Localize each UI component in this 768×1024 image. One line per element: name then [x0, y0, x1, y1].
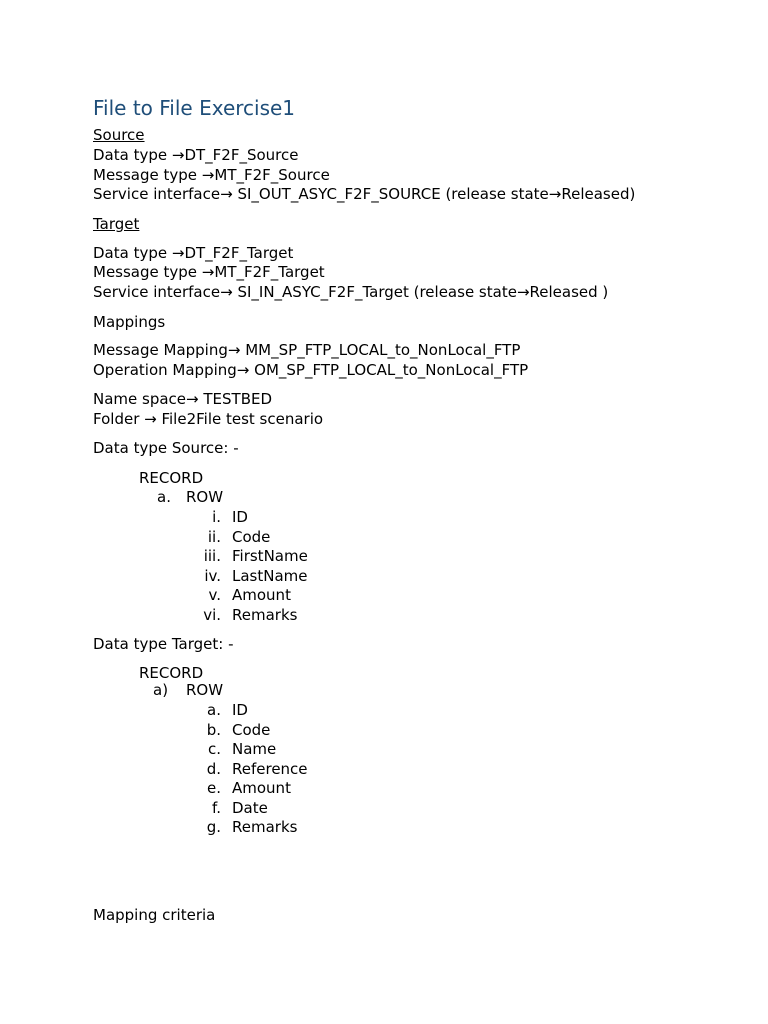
dt-target-heading: Data type Target: - — [93, 635, 234, 653]
label: Name space — [93, 390, 187, 408]
dt-source-row-marker: a. — [157, 488, 171, 506]
label: Message Mapping — [93, 341, 228, 359]
value: DT_F2F_Source — [184, 146, 299, 164]
dt-target-field-name: Amount — [232, 779, 291, 797]
dt-target-field-marker: b. — [206, 720, 221, 739]
arrow-icon: → — [236, 361, 250, 379]
dt-source-field-name: ID — [232, 508, 248, 526]
source-data-type — [93, 146, 298, 165]
message-mapping — [93, 341, 520, 360]
mapping-criteria: Mapping criteria — [93, 906, 216, 924]
arrow-icon: → — [171, 244, 185, 262]
value: SI_OUT_ASYC_F2F_SOURCE (release state — [232, 185, 549, 203]
target-message-type — [93, 263, 325, 282]
dt-source-row: ROW — [186, 488, 224, 506]
dt-source-field-marker: i. — [212, 508, 221, 526]
dt-source-record: RECORD — [139, 469, 204, 487]
arrow-icon: → — [201, 263, 215, 281]
mappings-heading: Mappings — [93, 313, 166, 331]
value: TESTBED — [198, 390, 273, 408]
label: Folder — [93, 410, 145, 428]
dt-target-field-marker: a. — [207, 701, 221, 719]
dt-target-field-marker: d. — [206, 759, 221, 778]
release-state: Released) — [561, 185, 636, 203]
label: Message type — [93, 166, 202, 184]
arrow-icon: → — [186, 390, 199, 408]
folder-line — [93, 410, 323, 429]
label: Data type — [93, 244, 172, 262]
arrow-icon: → — [220, 283, 233, 301]
source-message-type — [93, 166, 330, 185]
release-state: Released ) — [529, 283, 609, 301]
value: File2File test scenario — [156, 410, 324, 428]
dt-source-field-name: Remarks — [232, 606, 298, 624]
dt-target-field-name: Code — [232, 720, 271, 739]
namespace-line — [93, 390, 272, 409]
label: Message type — [93, 263, 202, 281]
dt-target-field-name: Date — [232, 798, 268, 817]
value: MT_F2F_Source — [214, 166, 330, 184]
source-service-interface — [93, 185, 635, 204]
arrow-icon: → — [227, 341, 241, 359]
label: Service interface — [93, 283, 221, 301]
dt-target-field-marker: e. — [207, 779, 221, 797]
dt-target-record: RECORD — [139, 664, 204, 682]
target-heading: Target — [93, 215, 140, 233]
document-title: File to File Exercise1 — [93, 96, 296, 120]
dt-source-field-name: LastName — [232, 566, 308, 585]
dt-target-field-marker: f. — [212, 798, 221, 817]
dt-target-field-name: Reference — [232, 759, 308, 778]
label: Operation Mapping — [93, 361, 237, 379]
target-service-interface — [93, 283, 608, 302]
dt-source-heading: Data type Source: - — [93, 439, 239, 457]
value: MT_F2F_Target — [214, 263, 325, 281]
value: SI_IN_ASYC_F2F_Target (release state — [232, 283, 517, 301]
arrow-icon: → — [144, 410, 157, 428]
dt-source-field-name: Code — [232, 527, 271, 546]
value: MM_SP_FTP_LOCAL_to_NonLocal_FTP — [240, 341, 521, 359]
dt-source-field-marker: vi. — [203, 606, 221, 624]
dt-target-row: ROW — [186, 681, 224, 699]
dt-source-field-name: Amount — [232, 586, 291, 605]
arrow-icon: → — [516, 283, 530, 301]
dt-target-field-name: Remarks — [232, 818, 298, 836]
dt-source-field-name: FirstName — [232, 547, 308, 566]
dt-source-field-marker: iii. — [203, 547, 221, 566]
dt-target-row-marker: a) — [153, 681, 169, 699]
value: OM_SP_FTP_LOCAL_to_NonLocal_FTP — [249, 361, 529, 379]
dt-target-field-marker: c. — [207, 740, 221, 758]
dt-source-field-marker: ii. — [207, 527, 221, 546]
arrow-icon: → — [171, 146, 185, 164]
dt-target-field-name: ID — [232, 701, 248, 719]
value: DT_F2F_Target — [184, 244, 294, 262]
arrow-icon: → — [201, 166, 215, 184]
operation-mapping — [93, 361, 528, 380]
arrow-icon: → — [548, 185, 562, 203]
target-data-type — [93, 244, 293, 263]
dt-target-field-name: Name — [232, 740, 277, 758]
dt-source-field-marker: iv. — [204, 566, 221, 585]
dt-source-field-marker: v. — [208, 586, 221, 605]
label: Data type — [93, 146, 172, 164]
arrow-icon: → — [220, 185, 233, 203]
dt-target-field-marker: g. — [206, 818, 221, 836]
source-heading: Source — [93, 126, 145, 144]
label: Service interface — [93, 185, 221, 203]
